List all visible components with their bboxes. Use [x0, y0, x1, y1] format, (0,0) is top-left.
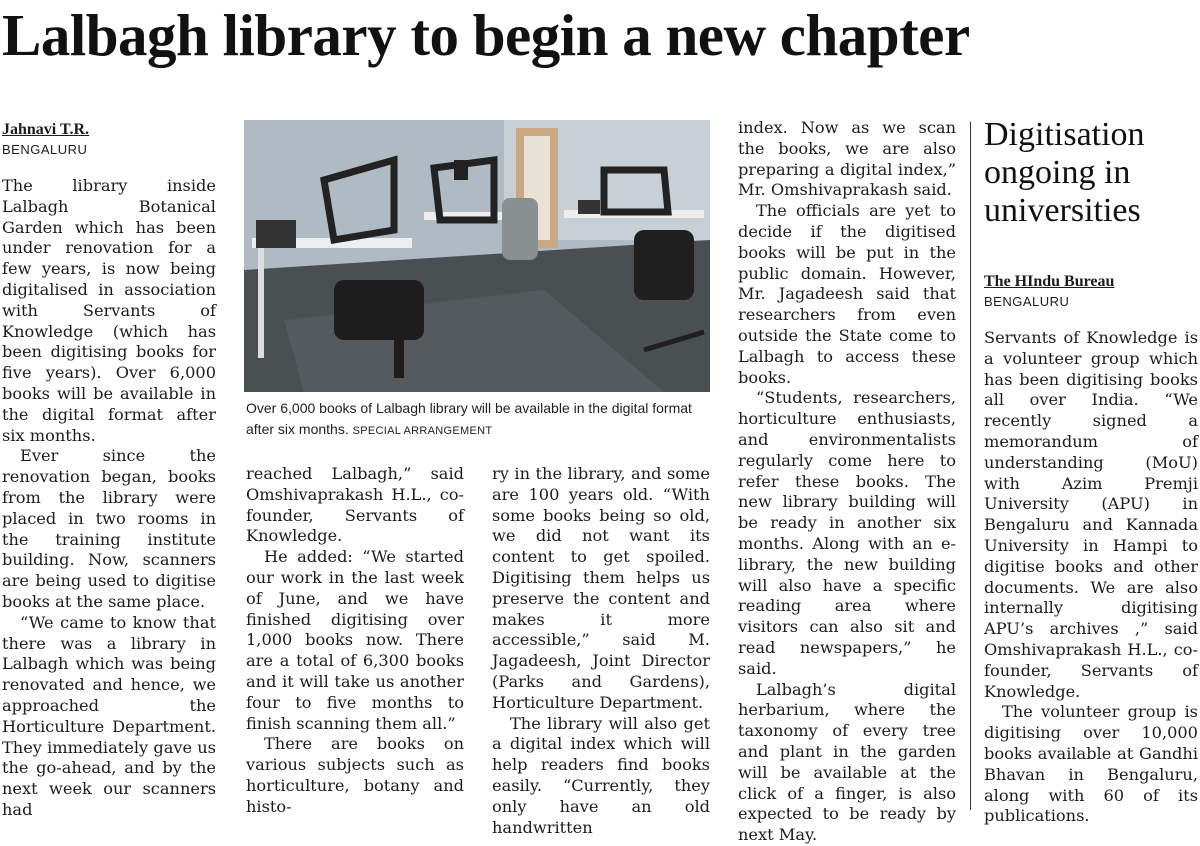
paragraph: There are books on various subjects such as horticulture, botany and histo- [246, 734, 464, 816]
sidebar-byline-dateline: BENGALURU [984, 294, 1070, 309]
article-column-4 [738, 118, 956, 845]
photo-caption [246, 398, 716, 442]
article-photo [244, 120, 710, 392]
paragraph: “Students, researchers, horticulture enthusiasts, and environmentalists regularly come here to refer these books. The new library building will be ready in another six months. Along with an e-library, the new building will also have a specific reading area where visitors can also sit and read newspapers,” he said. [738, 388, 956, 678]
paragraph: Servants of Knowledge is a volunteer group which has been digitising books all over India. “We recently signed a memorandum of understanding (MoU) with Azim Premji University (APU) in Bengaluru and Kannada University in Hampi to digitise books and other documents. We are also internally digitising APU’s archives ,” said Omshivaprakash H.L., co-founder, Servants of Knowledge. [984, 328, 1198, 701]
paragraph: “We came to know that there was a library in Lalbagh which was being renovated and hence, we approached the Horticulture Department. They immediately gave us the go-ahead, and by the next week our scanners had [2, 612, 216, 819]
paragraph: Lalbagh’s digital herbarium, where the taxonomy of every tree and plant in the garden will be available at the click of a finger, is also expected to be ready by next May. [738, 679, 956, 845]
library-scanning-room-image [244, 120, 710, 392]
headline: Lalbagh library to begin a new chapter [2, 2, 970, 68]
column-divider [970, 122, 971, 810]
byline-author: Jahnavi T.R. [2, 121, 89, 138]
sidebar-headline: Digitisation ongoing in universities [984, 116, 1145, 229]
byline-dateline: BENGALURU [2, 142, 88, 157]
paragraph: ry in the library, and some are 100 years old. “With some books being so old, we did not want its content to get spoiled. Digitising them helps us preserve the content and makes it more accessible,” said M. Jagadeesh, Joint Director (Parks and Gardens), Horticulture Department. [492, 464, 710, 712]
caption-text: Over 6,000 books of Lalbagh library will be available in the digital format after six months. [246, 400, 692, 437]
article-column-3 [492, 464, 710, 837]
paragraph: He added: “We started our work in the last week of June, and we have finished digitising over 1,000 books now. There are a total of 6,300 books and it will take us another four to five months to finish scanning them all.” [246, 547, 464, 733]
paragraph: reached Lalbagh,” said Omshivaprakash H.L., co-founder, Servants of Knowledge. [246, 464, 464, 546]
paragraph: The volunteer group is digitising over 10,000 books available at Gandhi Bhavan in Bengaluru, along with 60 of its publications. [984, 702, 1198, 826]
paragraph: index. Now as we scan the books, we are also preparing a digital index,” Mr. Omshivaprakash said. [738, 118, 956, 200]
article-column-2 [246, 464, 464, 816]
paragraph: Ever since the renovation began, books from the library were placed in two rooms in the training institute building. Now, scanners are being used to digitise books at the same place. [2, 446, 216, 611]
sidebar-byline-author: The HIndu Bureau [984, 273, 1115, 290]
article-column-1 [2, 120, 216, 819]
paragraph: The officials are yet to decide if the digitised books will be put in the public domain. However, Mr. Jagadeesh said that researchers from even outside the State come to Lalbagh to access these books. [738, 201, 956, 387]
paragraph: The library inside Lalbagh Botanical Garden which has been under renovation for a few years, is now being digitalised in association with Servants of Knowledge (which has been digitising books for five years). Over 6,000 books will be available in the digital format after six months. [2, 176, 216, 445]
photo-credit: SPECIAL ARRANGEMENT [352, 425, 493, 437]
sidebar-column [984, 272, 1198, 826]
paragraph: The library will also get a digital index which will help readers find books easily. “Currently, they only have an old handwritten [492, 713, 710, 837]
